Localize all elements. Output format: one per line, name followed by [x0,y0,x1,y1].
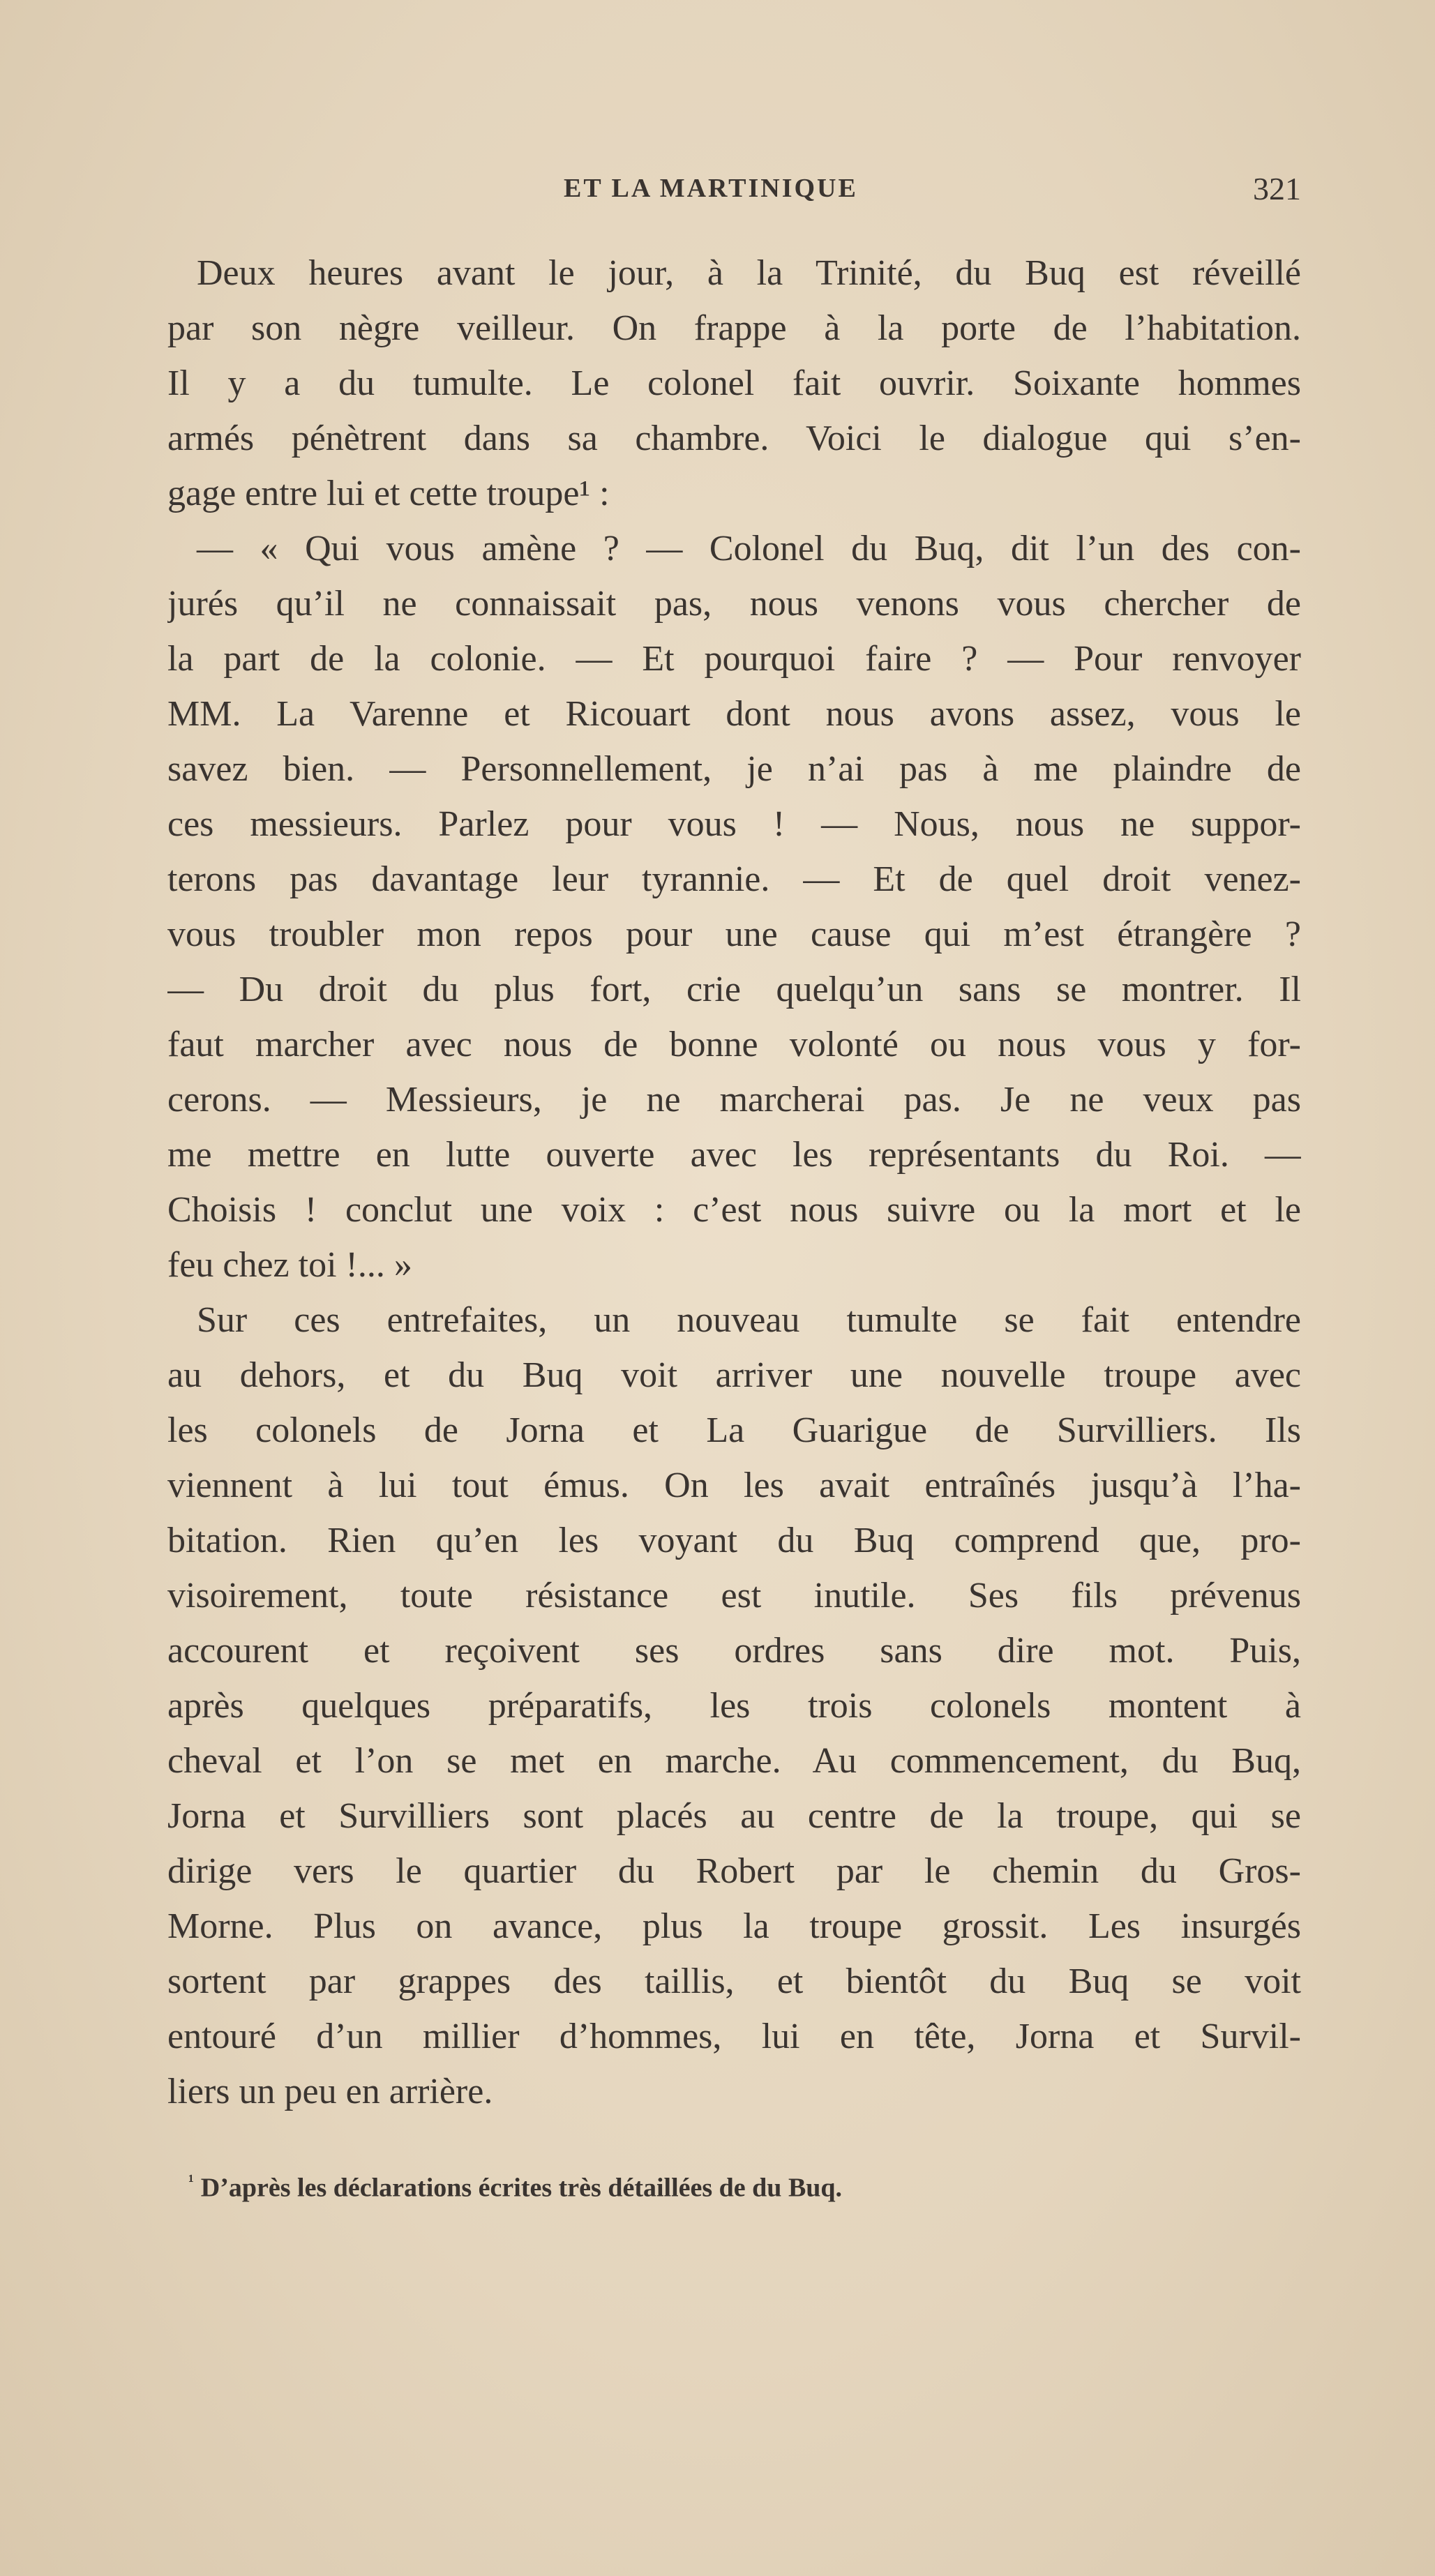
text-line: accourent et reçoivent ses ordres sans dire mot. Puis, [167,1631,1301,1671]
text-line: par son nègre veilleur. On frappe à la porte de l’habitation. [167,308,1301,348]
footnote [188,2171,842,2204]
text-line: liers un peu en arrière. [167,2072,493,2111]
text-line: après quelques préparatifs, les trois colonels montent à [167,1686,1301,1726]
text-line: au dehors, et du Buq voit arriver une nouvelle troupe avec [167,1355,1301,1395]
text-line: — Du droit du plus fort, crie quelqu’un sans se montrer. Il [167,970,1301,1009]
text-line: dirige vers le quartier du Robert par le chemin du Gros- [167,1851,1301,1891]
text-line: Deux heures avant le jour, à la Trinité, du Buq est réveillé [197,253,1301,293]
footnote-mark: ¹ [188,2171,194,2191]
text-line: faut marcher avec nous de bonne volonté ou nous vous y for- [167,1025,1301,1064]
text-line: les colonels de Jorna et La Guarigue de Survilliers. Ils [167,1410,1301,1450]
running-title: ET LA MARTINIQUE [564,174,858,203]
text-line: Sur ces entrefaites, un nouveau tumulte se fait entendre [197,1300,1301,1340]
text-line: la part de la colonie. — Et pourquoi faire ? — Pour renvoyer [167,639,1301,679]
text-line: vous troubler mon repos pour une cause qui m’est étrangère ? [167,914,1301,954]
text-line: cerons. — Messieurs, je ne marcherai pas. Je ne veux pas [167,1080,1301,1120]
text-line: entouré d’un millier d’hommes, lui en tête, Jorna et Survil- [167,2017,1301,2056]
footnote-text: D’après les déclarations écrites très détaillées de du Buq. [200,2173,843,2203]
text-line: feu chez toi !... » [167,1245,412,1285]
body-text [167,246,1301,2119]
text-line: MM. La Varenne et Ricouart dont nous avons assez, vous le [167,694,1301,734]
text-line: bitation. Rien qu’en les voyant du Buq comprend que, pro- [167,1521,1301,1560]
text-line: armés pénètrent dans sa chambre. Voici le dialogue qui s’en- [167,419,1301,458]
text-line: visoirement, toute résistance est inutile. Ses fils prévenus [167,1576,1301,1615]
page-number: 321 [1253,171,1301,206]
text-line: cheval et l’on se met en marche. Au commencement, du Buq, [167,1741,1301,1781]
text-line: Morne. Plus on avance, plus la troupe grossit. Les insurgés [167,1906,1301,1946]
text-line: Choisis ! conclut une voix : c’est nous suivre ou la mort et le [167,1190,1301,1230]
text-line: sortent par grappes des taillis, et bientôt du Buq se voit [167,1961,1301,2001]
text-line: Jorna et Survilliers sont placés au centre de la troupe, qui se [167,1796,1301,1836]
text-line: Il y a du tumulte. Le colonel fait ouvrir. Soixante hommes [167,363,1301,403]
text-line: — « Qui vous amène ? — Colonel du Buq, dit l’un des con- [197,529,1301,568]
text-line: viennent à lui tout émus. On les avait entraînés jusqu’à l’ha- [167,1466,1301,1505]
text-line: jurés qu’il ne connaissait pas, nous venons vous chercher de [167,584,1301,624]
text-line: savez bien. — Personnellement, je n’ai pas à me plaindre de [167,749,1301,789]
running-head [167,173,1301,215]
text-line: gage entre lui et cette troupe¹ : [167,474,610,513]
text-line: ces messieurs. Parlez pour vous ! — Nous, nous ne suppor- [167,804,1301,844]
text-line: terons pas davantage leur tyrannie. — Et de quel droit venez- [167,859,1301,899]
text-line: me mettre en lutte ouverte avec les représentants du Roi. — [167,1135,1301,1175]
